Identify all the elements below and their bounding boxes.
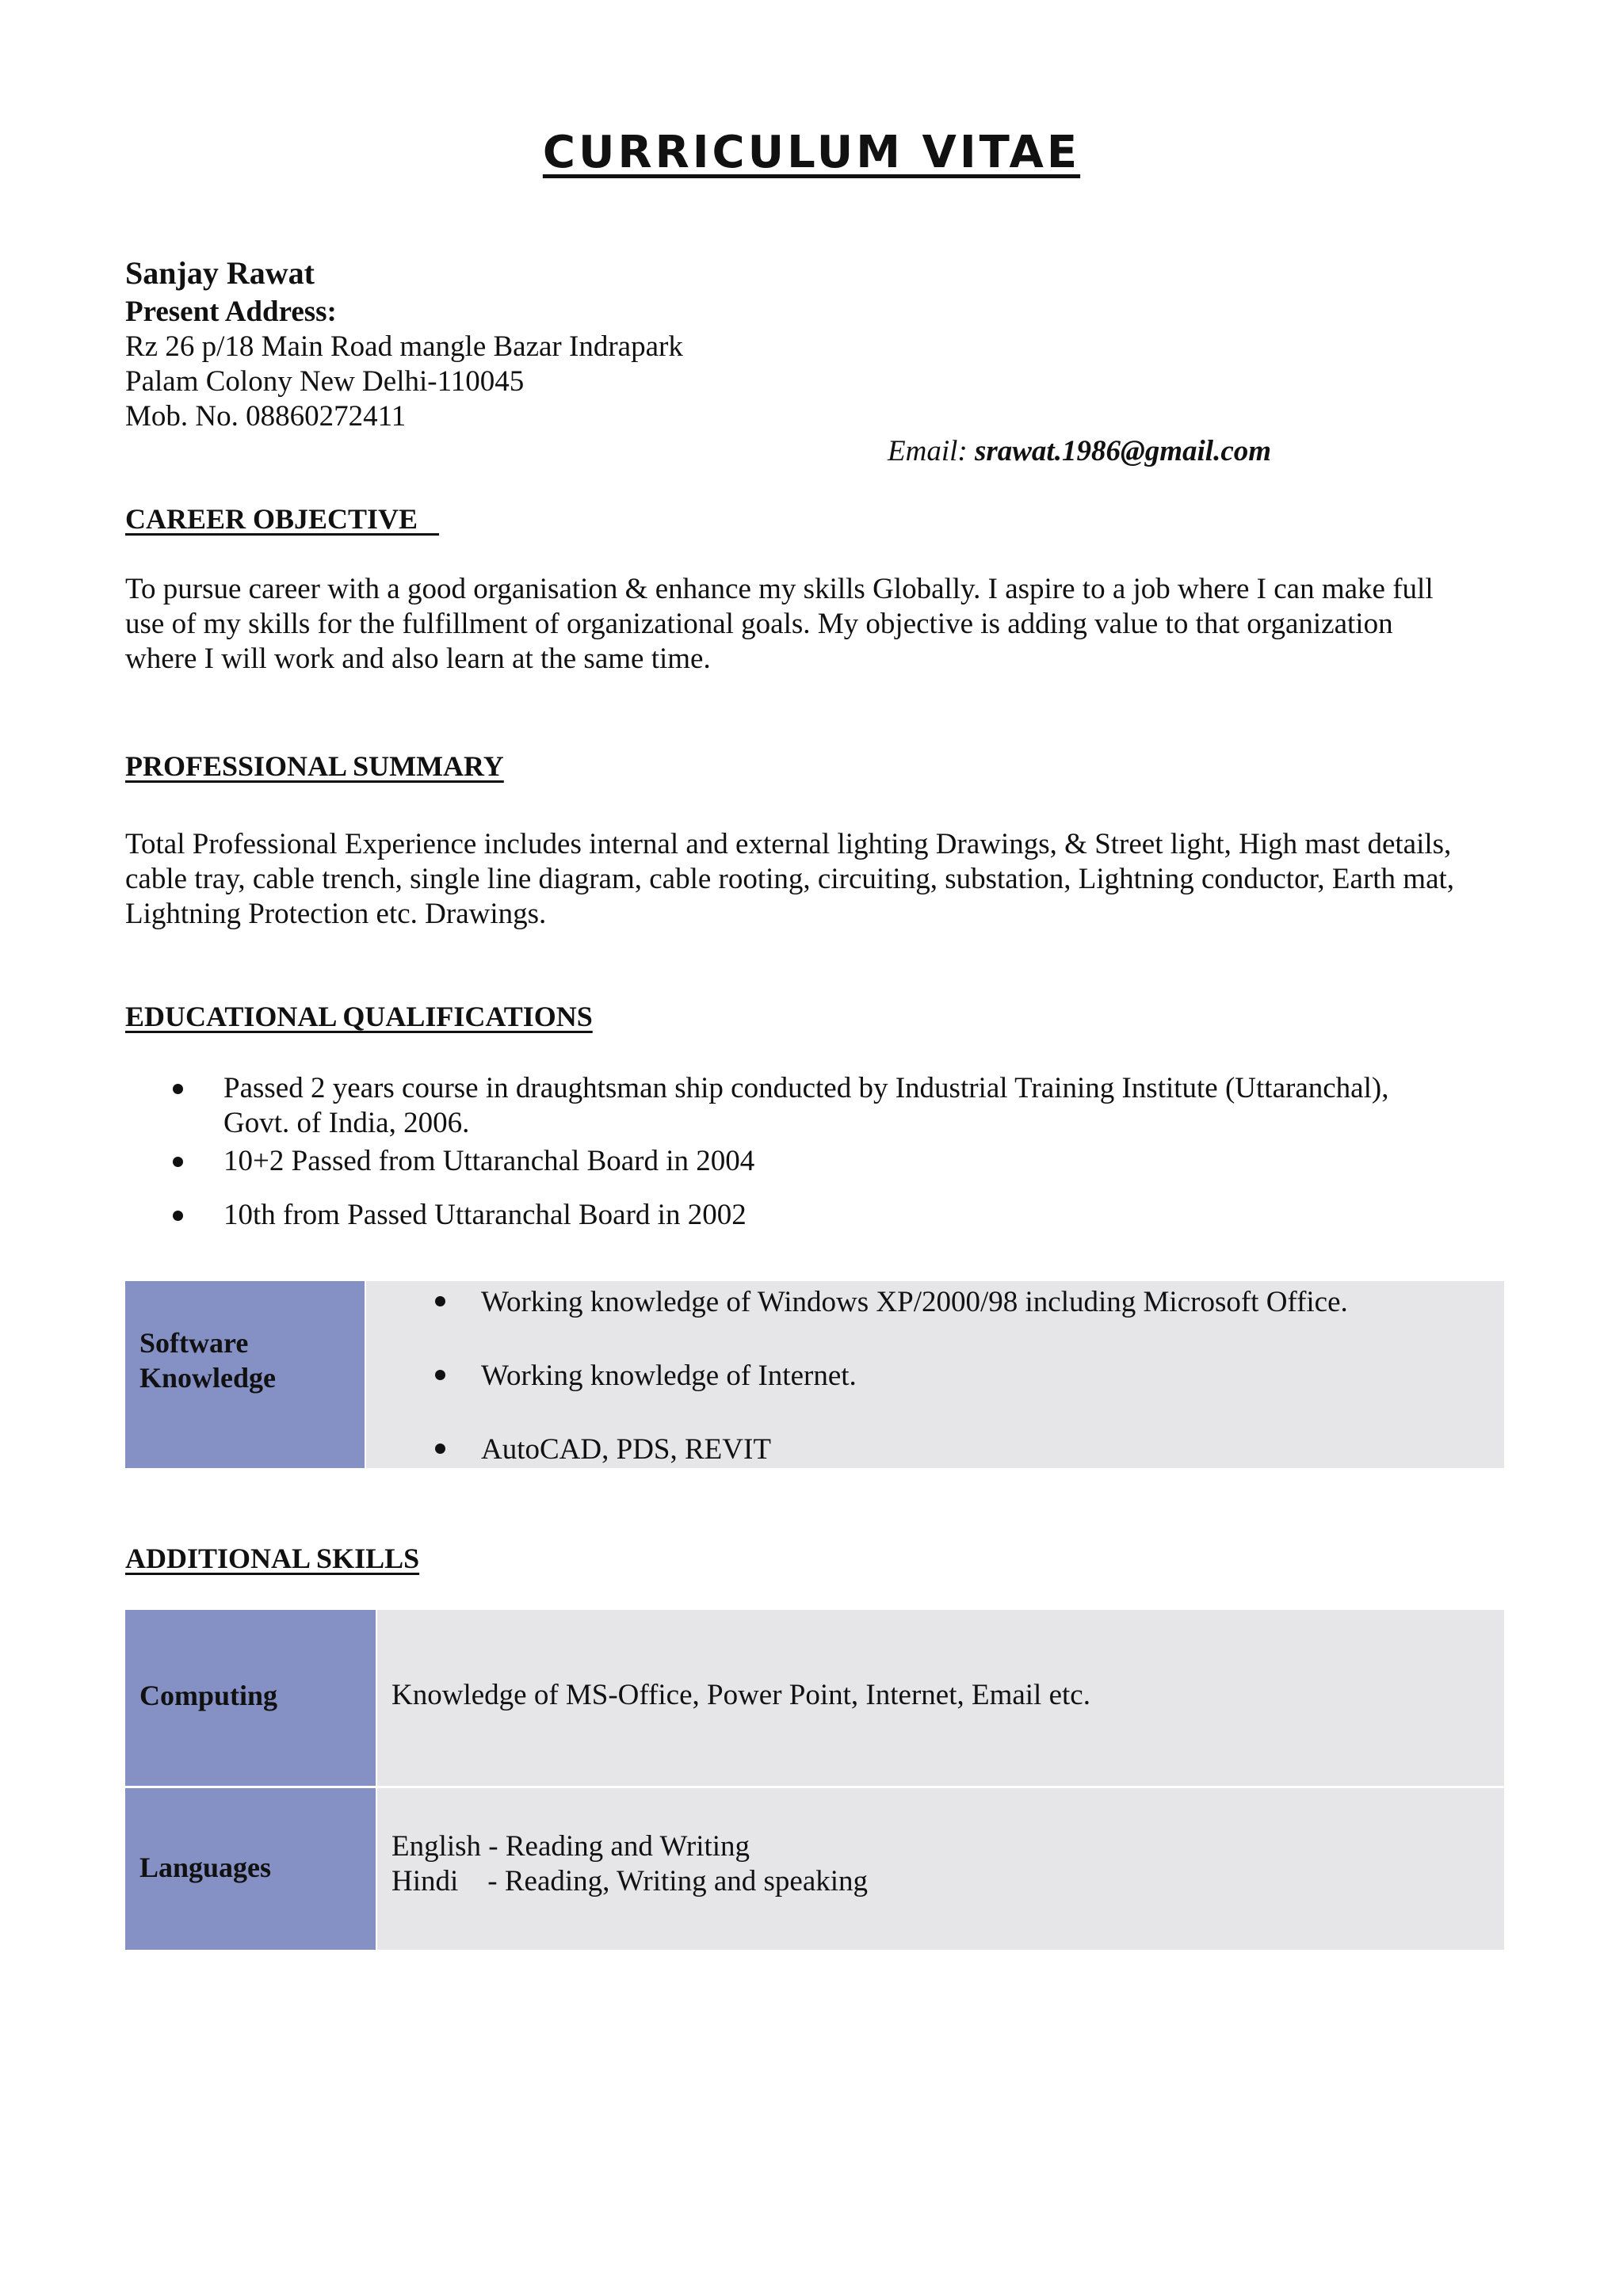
address-line-1: Rz 26 p/18 Main Road mangle Bazar Indrapark [125,330,683,363]
software-item: Working knowledge of Windows XP/2000/98 including Microsoft Office. [481,1286,1348,1318]
computing-value-cell [377,1610,1504,1786]
software-item: AutoCAD, PDS, REVIT [481,1433,771,1466]
professional-summary-heading: PROFESSIONAL SUMMARY [125,750,504,782]
languages-label-cell [125,1788,376,1950]
objective-line: where I will work and also learn at the same time. [125,643,711,675]
educational-qualifications-heading: EDUCATIONAL QUALIFICATIONS [125,1001,593,1032]
objective-line: use of my skills for the fulfillment of organizational goals. My objective is adding value to that organization [125,608,1393,640]
software-item: Working knowledge of Internet. [481,1360,857,1392]
education-item-line: 10th from Passed Uttaranchal Board in 2002 [223,1199,747,1231]
career-objective-text [125,572,1504,677]
email-address: srawat.1986@gmail.com [974,435,1272,467]
education-item-line: Govt. of India, 2006. [223,1107,470,1139]
computing-value: Knowledge of MS-Office, Power Point, Internet, Email etc. [391,1679,1090,1711]
career-objective-heading: CAREER OBJECTIVE [125,503,440,535]
present-address-label: Present Address: [125,296,337,328]
address-line-2: Palam Colony New Delhi-110045 [125,365,525,398]
summary-line: cable tray, cable trench, single line diagram, cable rooting, circuiting, substation, Lightning conductor, Earth mat, [125,863,1455,895]
education-item-line: Passed 2 years course in draughtsman ship conducted by Industrial Training Institute (Uttaranchal), [223,1072,1389,1104]
software-content-cell [366,1281,1504,1468]
candidate-name: Sanjay Rawat [125,255,315,291]
email-label: Email: [888,435,968,467]
languages-value-cell [377,1788,1504,1950]
additional-skills-heading: ADDITIONAL SKILLS [125,1543,420,1574]
bullet-icon [435,1296,445,1306]
education-item-line: 10+2 Passed from Uttaranchal Board in 2004 [223,1145,755,1177]
languages-line: English - Reading and Writing [391,1830,750,1863]
computing-label-cell [125,1610,376,1786]
email-line [888,434,1271,469]
computing-label: Computing [139,1680,278,1711]
objective-line: To pursue career with a good organisation & enhance my skills Globally. I aspire to a job where I can make full [125,573,1434,605]
bullet-icon [435,1444,445,1454]
summary-line: Total Professional Experience includes internal and external lighting Drawings, & Street light, High mast details, [125,828,1452,860]
software-label-line: Knowledge [139,1362,277,1394]
software-label-cell [125,1281,365,1468]
mobile-number: Mob. No. 08860272411 [125,400,407,433]
bullet-icon [173,1157,183,1167]
professional-summary-text [125,827,1504,932]
languages-label: Languages [139,1852,272,1883]
document-title: CURRICULUM VITAE [542,127,1081,178]
bullet-icon [173,1211,183,1221]
bullet-icon [173,1084,183,1094]
languages-line: Hindi - Reading, Writing and speaking [391,1865,869,1897]
software-label-line: Software [139,1327,249,1359]
summary-line: Lightning Protection etc. Drawings. [125,898,547,930]
bullet-icon [435,1370,445,1380]
